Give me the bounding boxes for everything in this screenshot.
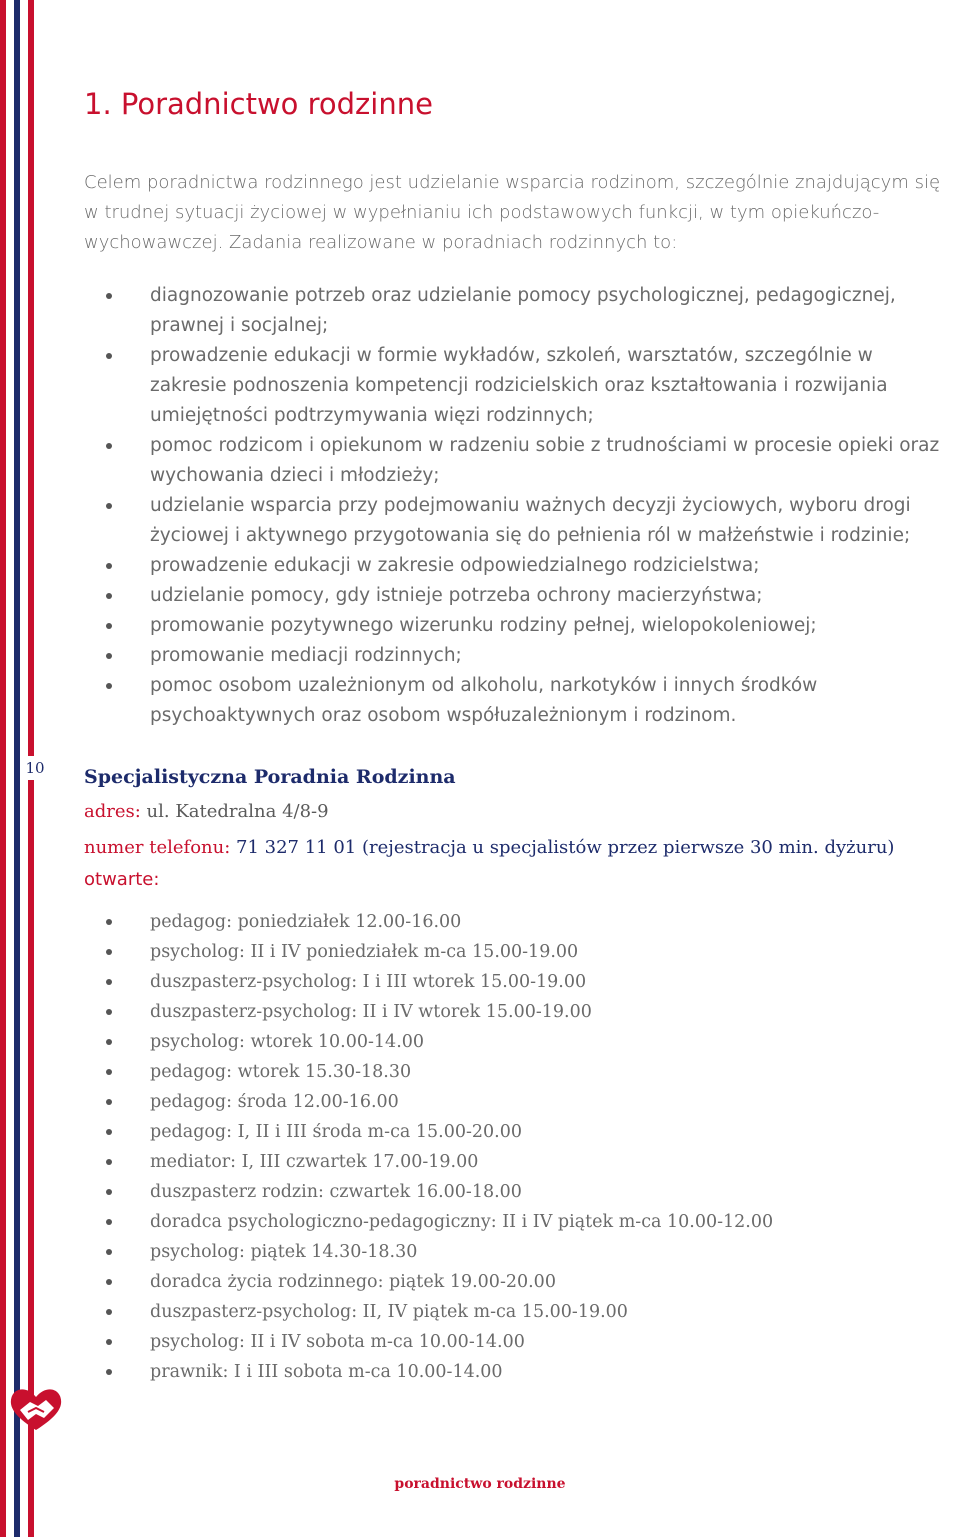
clinic-name: Specjalistyczna Poradnia Rodzinna	[84, 766, 456, 788]
list-item: udzielanie pomocy, gdy istnieje potrzeba ochrony macierzyństwa;	[84, 581, 950, 611]
list-item: pedagog: poniedziałek 12.00-16.00	[84, 907, 950, 937]
page-footer: poradnictwo rodzinne	[394, 1476, 566, 1492]
intro-paragraph: Celem poradnictwa rodzinnego jest udzielanie wsparcia rodzinom, szczególnie znajdującym się w trudnej sytuacji życiowej w wypełnianiu ich podstawowych funkcji, w tym opiekuńczo-wychowawczej. Zadania realizowane w poradniach rodzinnych to:	[84, 172, 941, 253]
list-item: prowadzenie edukacji w zakresie odpowiedzialnego rodzicielstwa;	[84, 551, 950, 581]
address-line	[84, 797, 950, 827]
list-item: pedagog: I, II i III środa m-ca 15.00-20.00	[84, 1117, 950, 1147]
decorative-stripe-navy	[14, 0, 20, 1537]
list-item: pomoc osobom uzależnionym od alkoholu, narkotyków i innych środków psychoaktywnych oraz osobom współuzależnionym i rodzinom.	[84, 671, 950, 731]
main-content	[84, 84, 950, 1387]
list-item: duszpasterz-psycholog: II i IV wtorek 15.00-19.00	[84, 997, 950, 1027]
phone-value: 71 327 11 01 (rejestracja u specjalistów przez pierwsze 30 min. dyżuru)	[236, 837, 895, 858]
list-item: promowanie pozytywnego wizerunku rodziny pełnej, wielopokoleniowej;	[84, 611, 950, 641]
list-item: doradca życia rodzinnego: piątek 19.00-20.00	[84, 1267, 950, 1297]
list-item: duszpasterz-psycholog: I i III wtorek 15.00-19.00	[84, 967, 950, 997]
list-item: udzielanie wsparcia przy podejmowaniu ważnych decyzji życiowych, wyboru drogi życiowej i aktywnego przygotowania się do pełnienia ról w małżeństwie i rodzinie;	[84, 491, 950, 551]
clinic-section	[84, 761, 950, 1387]
list-item: diagnozowanie potrzeb oraz udzielanie pomocy psychologicznej, pedagogicznej, prawnej i socjalnej;	[84, 281, 950, 341]
opening-hours-list	[84, 907, 950, 1387]
list-item: pedagog: środa 12.00-16.00	[84, 1087, 950, 1117]
list-item: psycholog: II i IV poniedziałek m-ca 15.00-19.00	[84, 937, 950, 967]
section-title: 1. Poradnictwo rodzinne	[84, 87, 433, 121]
list-item: psycholog: piątek 14.30-18.30	[84, 1237, 950, 1267]
tasks-list	[84, 281, 950, 731]
list-item: duszpasterz rodzin: czwartek 16.00-18.00	[84, 1177, 950, 1207]
decorative-stripe-red	[0, 0, 6, 1537]
address-label: adres:	[84, 801, 141, 822]
address-value: ul. Katedralna 4/8-9	[146, 801, 329, 822]
handshake-heart-icon	[6, 1384, 66, 1434]
list-item: mediator: I, III czwartek 17.00-19.00	[84, 1147, 950, 1177]
page-number: 10	[22, 756, 48, 780]
list-item: pedagog: wtorek 15.30-18.30	[84, 1057, 950, 1087]
list-item: doradca psychologiczno-pedagogiczny: II i IV piątek m-ca 10.00-12.00	[84, 1207, 950, 1237]
list-item: psycholog: wtorek 10.00-14.00	[84, 1027, 950, 1057]
list-item: psycholog: II i IV sobota m-ca 10.00-14.00	[84, 1327, 950, 1357]
opening-hours-label: otwarte:	[84, 869, 160, 890]
list-item: prawnik: I i III sobota m-ca 10.00-14.00	[84, 1357, 950, 1387]
list-item: promowanie mediacji rodzinnych;	[84, 641, 950, 671]
phone-label: numer telefonu:	[84, 837, 231, 858]
phone-line	[84, 833, 950, 863]
list-item: prowadzenie edukacji w formie wykładów, szkoleń, warsztatów, szczególnie w zakresie podnoszenia kompetencji rodzicielskich oraz kształtowania i rozwijania umiejętności podtrzymywania więzi rodzinnych;	[84, 341, 950, 431]
list-item: pomoc rodzicom i opiekunom w radzeniu sobie z trudnościami w procesie opieki oraz wychowania dzieci i młodzieży;	[84, 431, 950, 491]
list-item: duszpasterz-psycholog: II, IV piątek m-ca 15.00-19.00	[84, 1297, 950, 1327]
